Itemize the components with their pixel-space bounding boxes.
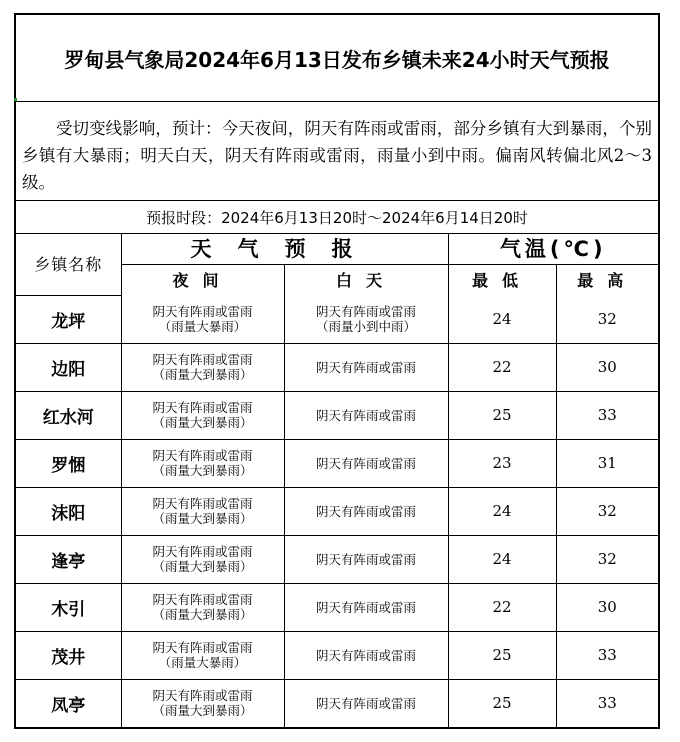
day-forecast-text: 阴天有阵雨或雷雨	[315, 303, 416, 319]
header-day: 白天	[284, 264, 448, 295]
town-name	[16, 439, 121, 487]
table-row	[16, 295, 658, 343]
max-temp	[556, 583, 658, 631]
day-forecast	[284, 343, 448, 391]
corner-marker	[14, 98, 17, 101]
night-forecast	[121, 487, 284, 535]
night-forecast	[121, 439, 284, 487]
day-forecast-text: 阴天有阵雨或雷雨	[315, 551, 416, 567]
night-forecast-text: （雨量大到暴雨）	[152, 463, 253, 478]
min-temp	[448, 487, 556, 535]
night-forecast-text: （雨量大暴雨）	[158, 318, 247, 334]
max-temp	[556, 391, 658, 439]
town-name-text: 边阳	[51, 359, 86, 380]
table-row	[16, 439, 658, 487]
max-temp-text: 30	[597, 598, 617, 616]
day-forecast	[284, 439, 448, 487]
night-forecast	[121, 343, 284, 391]
night-forecast-text: （雨量大到暴雨）	[152, 607, 253, 622]
max-temp-text: 33	[597, 406, 617, 424]
forecast-summary: 受切变线影响，预计：今天夜间，阴天有阵雨或雷雨，部分乡镇有大到暴雨，个别乡镇有大暴雨；明天白天，阴天有阵雨或雷雨，雨量小到中雨。偏南风转偏北风2～3级。	[16, 101, 658, 201]
town-name	[16, 343, 121, 391]
min-temp-text: 23	[492, 454, 512, 472]
day-forecast	[284, 679, 448, 727]
town-name	[16, 391, 121, 439]
day-forecast-text: （雨量小到中雨）	[315, 318, 416, 334]
table-row	[16, 487, 658, 535]
night-forecast	[121, 679, 284, 727]
day-forecast	[284, 295, 448, 343]
min-temp-text: 25	[492, 646, 512, 664]
night-forecast-text: 阴天有阵雨或雷雨	[152, 688, 253, 704]
max-temp	[556, 487, 658, 535]
header-min-temp: 最低	[448, 264, 556, 295]
day-forecast-text: 阴天有阵雨或雷雨	[315, 407, 416, 423]
day-forecast	[284, 535, 448, 583]
town-name-text: 红水河	[42, 407, 94, 428]
max-temp-text: 33	[597, 694, 617, 713]
max-temp-text: 32	[597, 502, 617, 520]
header-max-temp: 最高	[556, 264, 658, 295]
day-forecast	[284, 631, 448, 679]
min-temp-text: 22	[492, 358, 512, 376]
header-night: 夜间	[121, 264, 284, 295]
min-temp-text: 25	[492, 694, 512, 713]
table-row	[16, 631, 658, 679]
table-row	[16, 583, 658, 631]
town-name-text: 凤亭	[51, 695, 86, 716]
night-forecast	[121, 631, 284, 679]
table-row	[16, 535, 658, 583]
document-title: 罗甸县气象局2024年6月13日发布乡镇未来24小时天气预报	[16, 15, 658, 102]
day-forecast-text: 阴天有阵雨或雷雨	[315, 599, 416, 615]
max-temp	[556, 631, 658, 679]
min-temp	[448, 631, 556, 679]
night-forecast-text: 阴天有阵雨或雷雨	[152, 303, 253, 319]
forecast-period: 预报时段：2024年6月13日20时～2024年6月14日20时	[16, 201, 658, 234]
max-temp	[556, 679, 658, 727]
night-forecast-text: （雨量大暴雨）	[158, 655, 247, 670]
max-temp-text: 30	[597, 358, 617, 376]
table-row	[16, 343, 658, 391]
town-name-text: 木引	[51, 599, 86, 620]
min-temp-text: 22	[492, 598, 512, 616]
night-forecast-text: 阴天有阵雨或雷雨	[152, 496, 253, 511]
day-forecast-text: 阴天有阵雨或雷雨	[315, 455, 416, 471]
max-temp-text: 32	[597, 309, 617, 328]
header-temperature: 气温(℃)	[448, 233, 658, 264]
min-temp-text: 24	[492, 502, 512, 520]
night-forecast	[121, 391, 284, 439]
forecast-table	[16, 233, 658, 727]
town-name-text: 茂井	[51, 647, 86, 668]
min-temp	[448, 583, 556, 631]
town-name	[16, 295, 121, 343]
town-name	[16, 583, 121, 631]
min-temp	[448, 679, 556, 727]
night-forecast-text: （雨量大到暴雨）	[152, 559, 253, 574]
night-forecast	[121, 583, 284, 631]
max-temp	[556, 295, 658, 343]
forecast-document	[14, 13, 660, 729]
max-temp	[556, 343, 658, 391]
night-forecast-text: 阴天有阵雨或雷雨	[152, 352, 253, 367]
town-name-text: 沫阳	[51, 503, 86, 524]
min-temp	[448, 295, 556, 343]
day-forecast-text: 阴天有阵雨或雷雨	[315, 647, 416, 663]
table-row	[16, 679, 658, 727]
max-temp-text: 31	[597, 454, 617, 472]
min-temp	[448, 343, 556, 391]
min-temp-text: 24	[492, 309, 512, 328]
day-forecast	[284, 487, 448, 535]
min-temp-text: 25	[492, 406, 512, 424]
town-name	[16, 631, 121, 679]
min-temp	[448, 439, 556, 487]
town-name-text: 龙坪	[51, 311, 86, 332]
night-forecast	[121, 295, 284, 343]
night-forecast-text: 阴天有阵雨或雷雨	[152, 400, 253, 415]
night-forecast-text: （雨量大到暴雨）	[152, 511, 253, 526]
max-temp-text: 32	[597, 550, 617, 568]
day-forecast	[284, 391, 448, 439]
night-forecast-text: （雨量大到暴雨）	[152, 367, 253, 382]
night-forecast-text: （雨量大到暴雨）	[152, 703, 253, 719]
day-forecast-text: 阴天有阵雨或雷雨	[315, 695, 416, 711]
header-town-name: 乡镇名称	[16, 233, 121, 295]
town-name-text: 逢亭	[51, 551, 86, 572]
day-forecast-text: 阴天有阵雨或雷雨	[315, 503, 416, 519]
town-name	[16, 535, 121, 583]
night-forecast	[121, 535, 284, 583]
min-temp-text: 24	[492, 550, 512, 568]
day-forecast	[284, 583, 448, 631]
max-temp	[556, 439, 658, 487]
min-temp	[448, 535, 556, 583]
max-temp	[556, 535, 658, 583]
town-name	[16, 487, 121, 535]
night-forecast-text: 阴天有阵雨或雷雨	[152, 640, 253, 655]
header-forecast: 天气预报	[121, 233, 448, 264]
max-temp-text: 33	[597, 646, 617, 664]
min-temp	[448, 391, 556, 439]
table-row	[16, 391, 658, 439]
night-forecast-text: 阴天有阵雨或雷雨	[152, 592, 253, 607]
day-forecast-text: 阴天有阵雨或雷雨	[315, 359, 416, 375]
night-forecast-text: （雨量大到暴雨）	[152, 415, 253, 430]
town-name-text: 罗悃	[51, 455, 86, 476]
night-forecast-text: 阴天有阵雨或雷雨	[152, 544, 253, 559]
town-name	[16, 679, 121, 727]
night-forecast-text: 阴天有阵雨或雷雨	[152, 448, 253, 463]
